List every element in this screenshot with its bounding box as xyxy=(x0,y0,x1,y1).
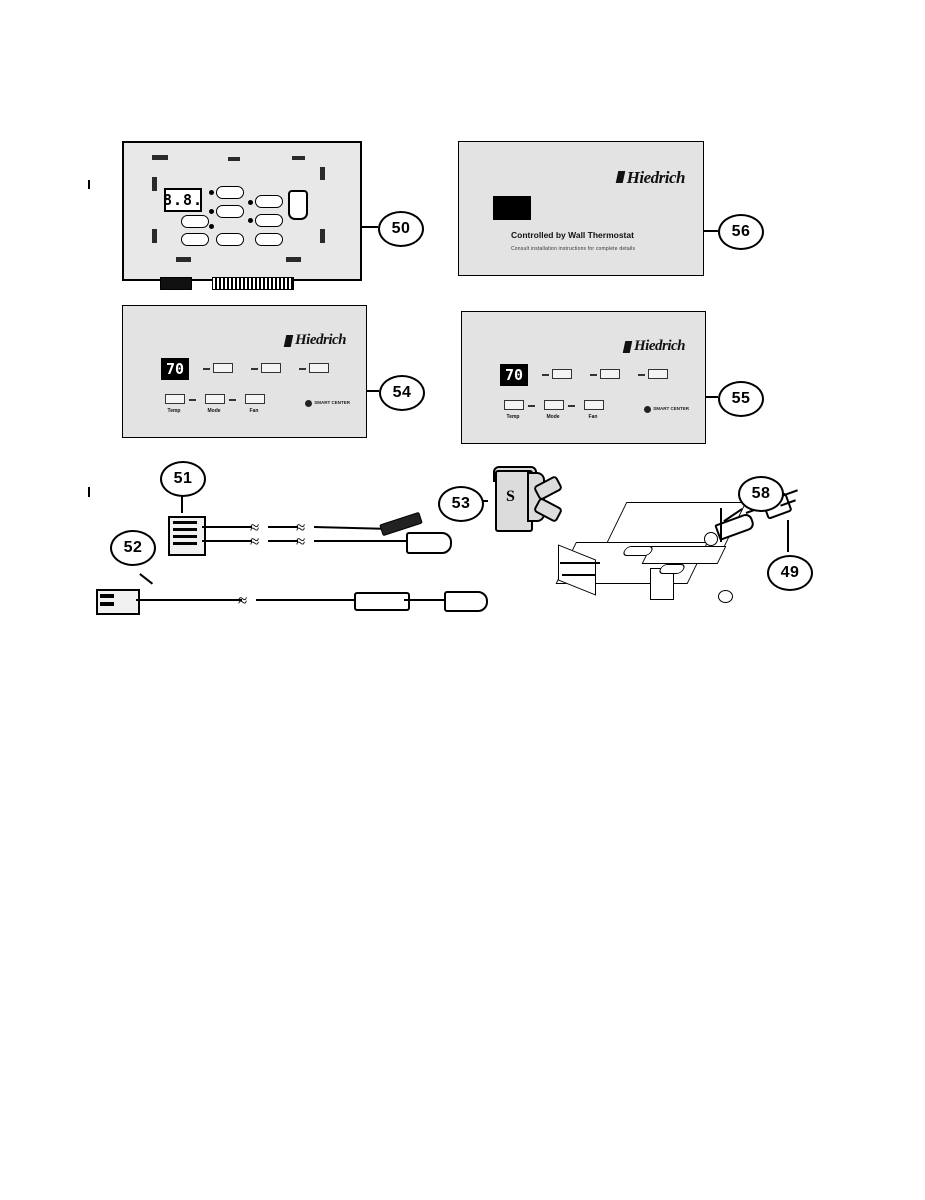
brand-wordmark-55: Hiedrich xyxy=(634,338,685,354)
decal-56-line1: Controlled by Wall Thermostat xyxy=(511,230,634,240)
decal-54-button-label-temp: Temp xyxy=(167,408,181,414)
board-power-button xyxy=(288,190,308,220)
callout-55: 55 xyxy=(718,381,764,417)
bracket-hole-2 xyxy=(718,590,733,603)
part-49-mounting-bracket xyxy=(550,490,760,610)
decal-55-button-label-temp: Temp xyxy=(506,414,520,420)
decal-55-smart-center-logo: SMART CENTER xyxy=(653,406,689,411)
callout-50: 50 xyxy=(378,211,424,247)
decal-55-button-label-mode: Mode xyxy=(546,414,560,420)
bracket-hole-1 xyxy=(704,532,718,546)
decal-54-smart-center-logo: SMART CENTER xyxy=(314,400,350,405)
part-54-decal-control-panel xyxy=(122,305,367,438)
part-55-decal-control-panel xyxy=(461,311,706,444)
brand-wordmark-54: Hiedrich xyxy=(295,332,346,348)
harness-52-splice-sleeve xyxy=(354,592,410,611)
callout-53: 53 xyxy=(438,486,484,522)
callout-52: 52 xyxy=(110,530,156,566)
decal-55-digits: 70 xyxy=(500,364,528,386)
decal-54-button-label-mode: Mode xyxy=(207,408,221,414)
part-50-electronic-control-board xyxy=(122,141,362,281)
decal-56-black-box xyxy=(493,196,531,220)
callout-54: 54 xyxy=(379,375,425,411)
callout-49: 49 xyxy=(767,555,813,591)
callout-51: 51 xyxy=(160,461,206,497)
decal-56-line2: Consult installation instructions for complete details xyxy=(511,246,636,252)
decal-55-button-label-fan: Fan xyxy=(588,414,598,420)
clip-53-marking: S xyxy=(506,488,515,505)
part-51-wire-harness-4-pin: ≈ ≈ ≈ ≈ xyxy=(168,514,488,566)
harness-52-bullet-terminal xyxy=(444,591,488,612)
part-56-decal-wall-thermostat xyxy=(458,141,704,276)
callout-56: 56 xyxy=(718,214,764,250)
callout-58: 58 xyxy=(738,476,784,512)
part-52-wire-harness-2-pin: ≈ xyxy=(96,584,496,624)
harness-51-bullet-terminal xyxy=(406,532,452,554)
registration-tick-left-2 xyxy=(88,487,90,497)
board-7-segment-display: 8.8. xyxy=(164,188,202,212)
brand-wordmark-56: Hiedrich xyxy=(626,168,685,187)
decal-54-digits: 70 xyxy=(161,358,189,380)
registration-tick-left-1 xyxy=(88,180,90,189)
decal-54-button-label-fan: Fan xyxy=(249,408,259,414)
